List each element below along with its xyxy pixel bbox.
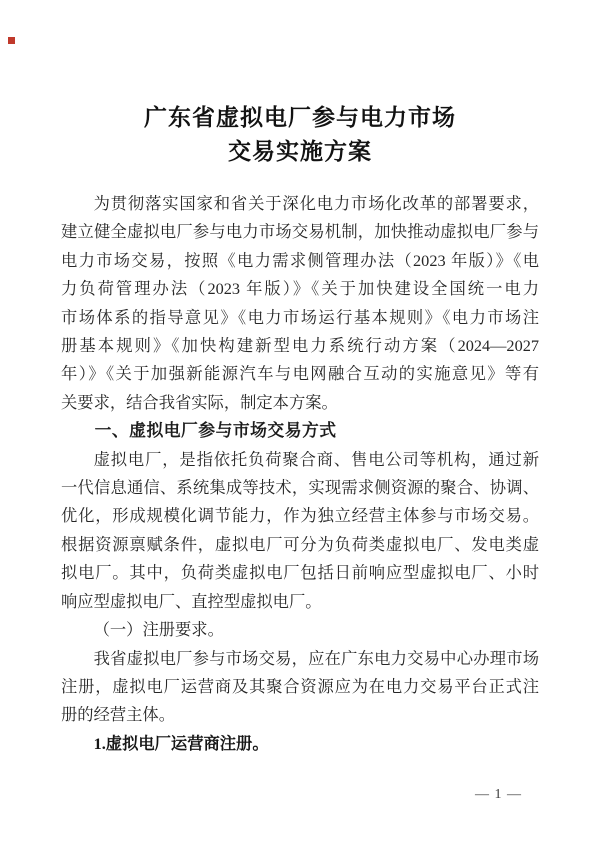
paragraph-line: 拟电厂。其中，负荷类虚拟电厂包括日前响应型虚拟电厂、小时 — [61, 563, 539, 583]
page-number: — 1 — — [475, 787, 522, 802]
paragraph-line: 建立健全虚拟电厂参与电力市场交易机制，加快推动虚拟电厂参与 — [61, 222, 539, 242]
paragraph-line: 响应型虚拟电厂、直控型虚拟电厂。 — [61, 591, 322, 611]
document-body — [61, 190, 539, 758]
paragraph-line: 市场体系的指导意见》《电力市场运行基本规则》《电力市场注 — [61, 307, 539, 327]
paragraph-line: 力负荷管理办法（2023 年版）》《关于加快建设全国统一电力 — [61, 279, 539, 299]
paragraph-line: 年）》《关于加强新能源汽车与电网融合互动的实施意见》等有 — [61, 364, 539, 384]
paragraph-line: 优化，形成规模化调节能力，作为独立经营主体参与市场交易。 — [61, 506, 539, 526]
heading: 一、虚拟电厂参与市场交易方式 — [94, 421, 337, 441]
red-mark — [8, 37, 15, 44]
paragraph-line: 为贯彻落实国家和省关于深化电力市场化改革的部署要求， — [93, 194, 539, 213]
paragraph-line: 册的经营主体。 — [61, 705, 175, 725]
paragraph-line: 电力市场交易，按照《电力需求侧管理办法（2023 年版）》《电 — [61, 250, 539, 270]
document-title — [0, 0, 600, 169]
subheading: （一）注册要求。 — [93, 620, 224, 640]
paragraph-line: 根据资源禀赋条件，虚拟电厂可分为负荷类虚拟电厂、发电类虚 — [61, 534, 539, 554]
numbered-heading: 1.虚拟电厂运营商注册。 — [93, 733, 269, 753]
paragraph-line: 我省虚拟电厂参与市场交易，应在广东电力交易中心办理市场 — [93, 648, 539, 668]
paragraph-line: 一代信息通信、系统集成等技术，实现需求侧资源的聚合、协调、 — [61, 478, 539, 498]
paragraph-line: 虚拟电厂，是指依托负荷聚合商、售电公司等机构，通过新 — [93, 449, 539, 469]
document-title-line-1: 广东省虚拟电厂参与电力市场 — [144, 105, 456, 130]
document-title-line-2: 交易实施方案 — [228, 139, 372, 164]
paragraph-line: 关要求，结合我省实际，制定本方案。 — [61, 392, 338, 412]
paragraph-line: 册基本规则》《加快构建新型电力系统行动方案（2024—2027 — [61, 336, 539, 356]
paragraph-line: 注册，虚拟电厂运营商及其聚合资源应为在电力交易平台正式注 — [61, 676, 539, 696]
